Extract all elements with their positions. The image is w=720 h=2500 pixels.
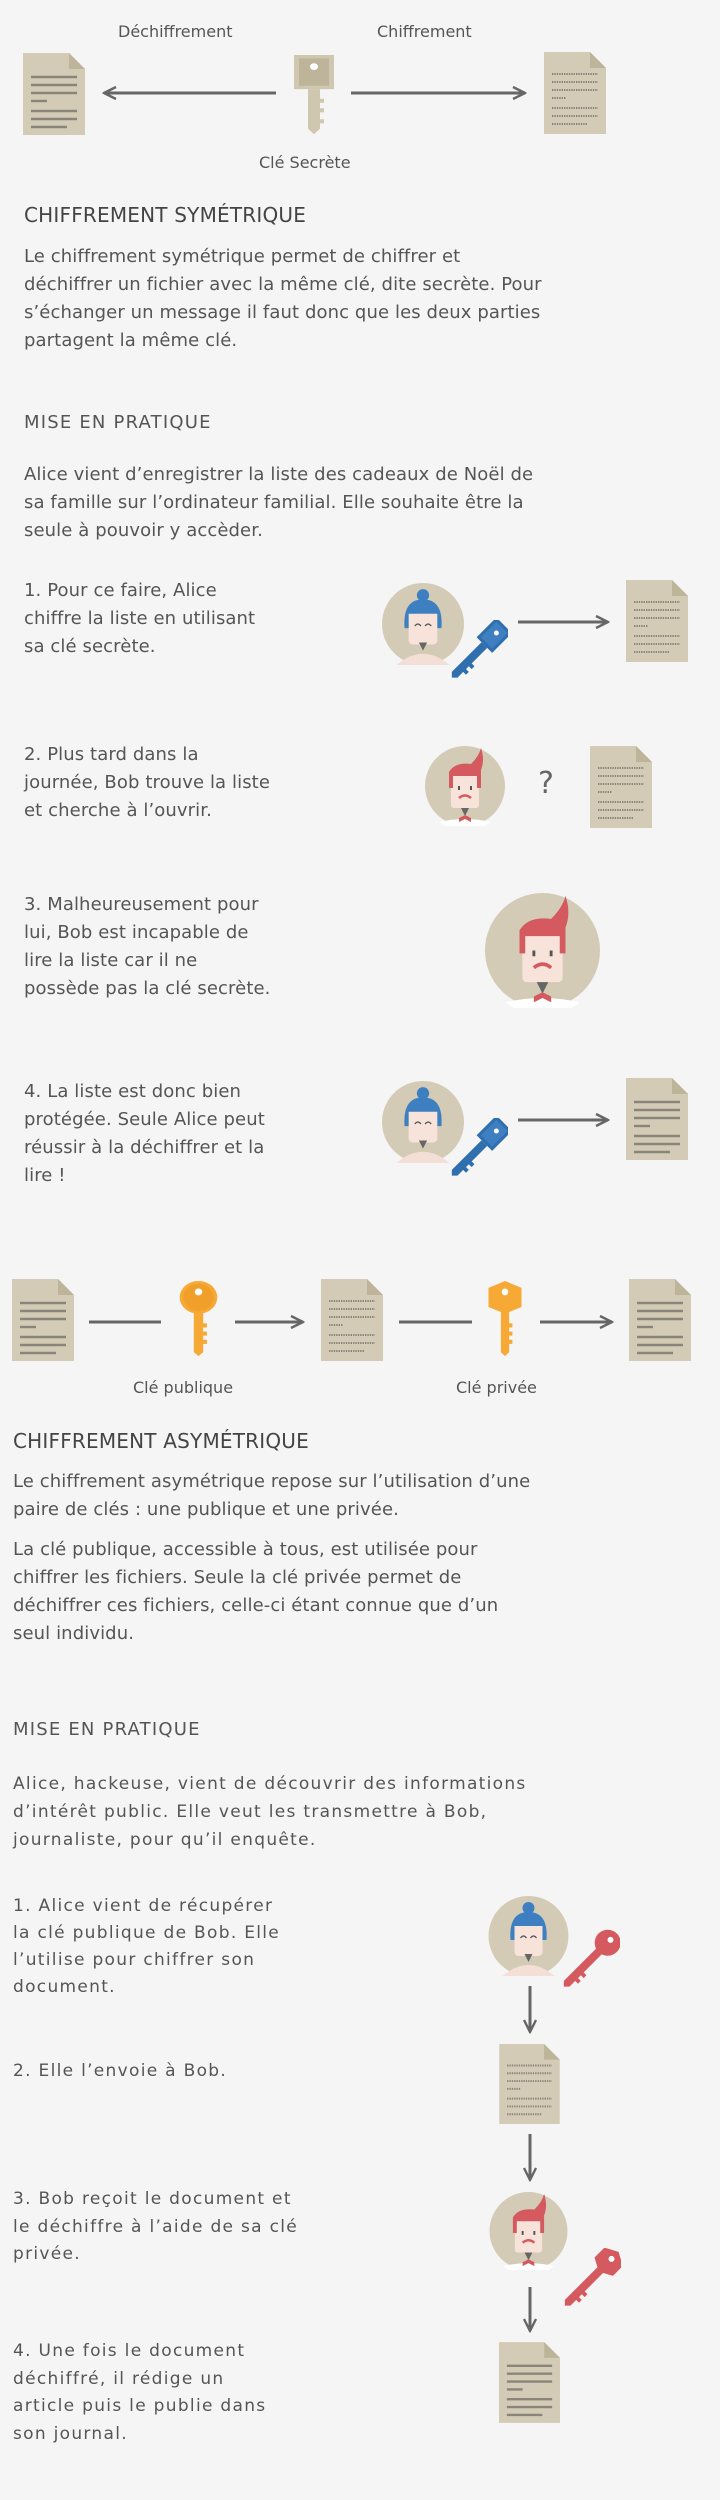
text-line: d’intérêt public. Elle veut les transmettre à Bob, [13,1802,488,1822]
text-line: le déchiffre à l’aide de sa clé [13,2216,299,2237]
private-key-label: Clé privée [456,1378,537,1397]
text-line: 4. La liste est donc bien [24,1081,242,1102]
arrow-down-icon [0,1980,720,2040]
text-line: 4. Une fois le document [13,2341,246,2361]
text-line: journaliste, pour qu’il enquête. [13,1830,317,1850]
text-line: 3. Bob reçoit le document et [13,2189,292,2209]
text-line: document. [13,1977,116,1997]
asymmetric-practice-intro [13,1770,527,1854]
plain-document-icon [499,2342,560,2423]
encrypt-arrow-icon [0,0,720,200]
text-line: Le chiffrement asymétrique repose sur l’utilisation d’une [13,1471,531,1492]
sad-bob-avatar-icon [485,893,600,1008]
alice-avatar-icon [488,1896,569,1976]
encrypt-label: Chiffrement [377,22,472,41]
arrow-right-icon [0,1098,720,1148]
text-line: Le chiffrement symétrique permet de chiffrer et [24,246,461,267]
symmetric-practice-title: MISE EN PRATIQUE [24,412,212,433]
text-line: Alice vient d’enregistrer la liste des cadeaux de Noël de [24,464,534,485]
question-mark: ? [538,766,554,801]
text-line: partagent la même clé. [24,330,238,351]
text-line: s’échanger un message il faut donc que les deux parties [24,302,541,323]
text-line: seule à pouvoir y accèder. [24,520,263,541]
text-line: et cherche à l’ouvrir. [24,800,212,821]
text-line: 2. Plus tard dans la [24,744,199,765]
asymmetric-step-3 [13,2186,298,2269]
public-key-label: Clé publique [133,1378,234,1397]
asymmetric-intro-1 [13,1468,530,1524]
plain-document-icon [626,1078,688,1160]
text-line: journée, Bob trouve la liste [24,772,271,793]
text-line: 3. Malheureusement pour [24,894,259,915]
asymmetric-title: CHIFFREMENT ASYMÉTRIQUE [13,1429,309,1453]
arrow-down-icon [0,2281,720,2341]
text-line: 1. Alice vient de récupérer [13,1896,274,1916]
arrow-right-icon [0,1300,720,1350]
asymmetric-intro-2 [13,1536,498,1648]
secret-key-label: Clé Secrète [259,153,351,172]
text-line: déchiffré, il rédige un [13,2368,225,2389]
text-line: lui, Bob est incapable de [24,922,249,943]
text-line: son journal. [13,2424,128,2445]
text-line: déchiffrer un fichier avec la même clé, dite secrète. Pour [24,274,542,295]
text-line: 2. Elle l’envoie à Bob. [13,2061,228,2081]
text-line: article puis le publie dans [13,2396,267,2417]
text-line: Alice, hackeuse, vient de découvrir des informations [13,1774,527,1794]
symmetric-step-3 [24,891,270,1003]
text-line: chiffre la liste en utilisant [24,608,256,629]
text-line: paire de clés : une publique et une privée. [13,1499,399,1520]
arrow-down-icon [0,2128,720,2188]
text-line: déchiffrer ces fichiers, celle-ci étant connue que d’un [13,1595,499,1616]
text-line: sa clé secrète. [24,636,156,657]
plain-document-icon [629,1279,691,1361]
asymmetric-step-4 [13,2338,266,2449]
text-line: La clé publique, accessible à tous, est utilisée pour [13,1539,478,1560]
bob-avatar-icon [488,2192,569,2270]
encrypted-document-icon [544,52,606,134]
asymmetric-practice-title: MISE EN PRATIQUE [13,1719,201,1740]
text-line: la clé publique de Bob. Elle [13,1923,281,1943]
text-line: réussir à la déchiffrer et la [24,1137,265,1158]
encrypted-document-icon [626,580,688,662]
symmetric-intro [24,243,542,355]
text-line: 1. Pour ce faire, Alice [24,580,217,601]
encrypted-document-icon [499,2044,560,2124]
encrypted-document-icon [590,746,652,828]
text-line: lire la liste car il ne [24,950,198,971]
text-line: seul individu. [13,1623,135,1644]
text-line: sa famille sur l’ordinateur familial. Elle souhaite être la [24,492,524,513]
text-line: lire ! [24,1165,66,1186]
text-line: chiffrer les fichiers. Seule la clé privée permet de [13,1567,462,1588]
symmetric-step-2 [24,741,270,825]
text-line: l’utilise pour chiffrer son [13,1950,256,1970]
text-line: possède pas la clé secrète. [24,978,271,999]
symmetric-title: CHIFFREMENT SYMÉTRIQUE [24,203,307,227]
decrypt-label: Déchiffrement [118,22,233,41]
asymmetric-step-2 [13,2057,227,2085]
arrow-right-icon [0,600,720,650]
text-line: privée. [13,2244,81,2264]
symmetric-practice-intro [24,461,533,545]
text-line: protégée. Seule Alice peut [24,1109,265,1130]
bob-avatar-icon [424,746,506,826]
